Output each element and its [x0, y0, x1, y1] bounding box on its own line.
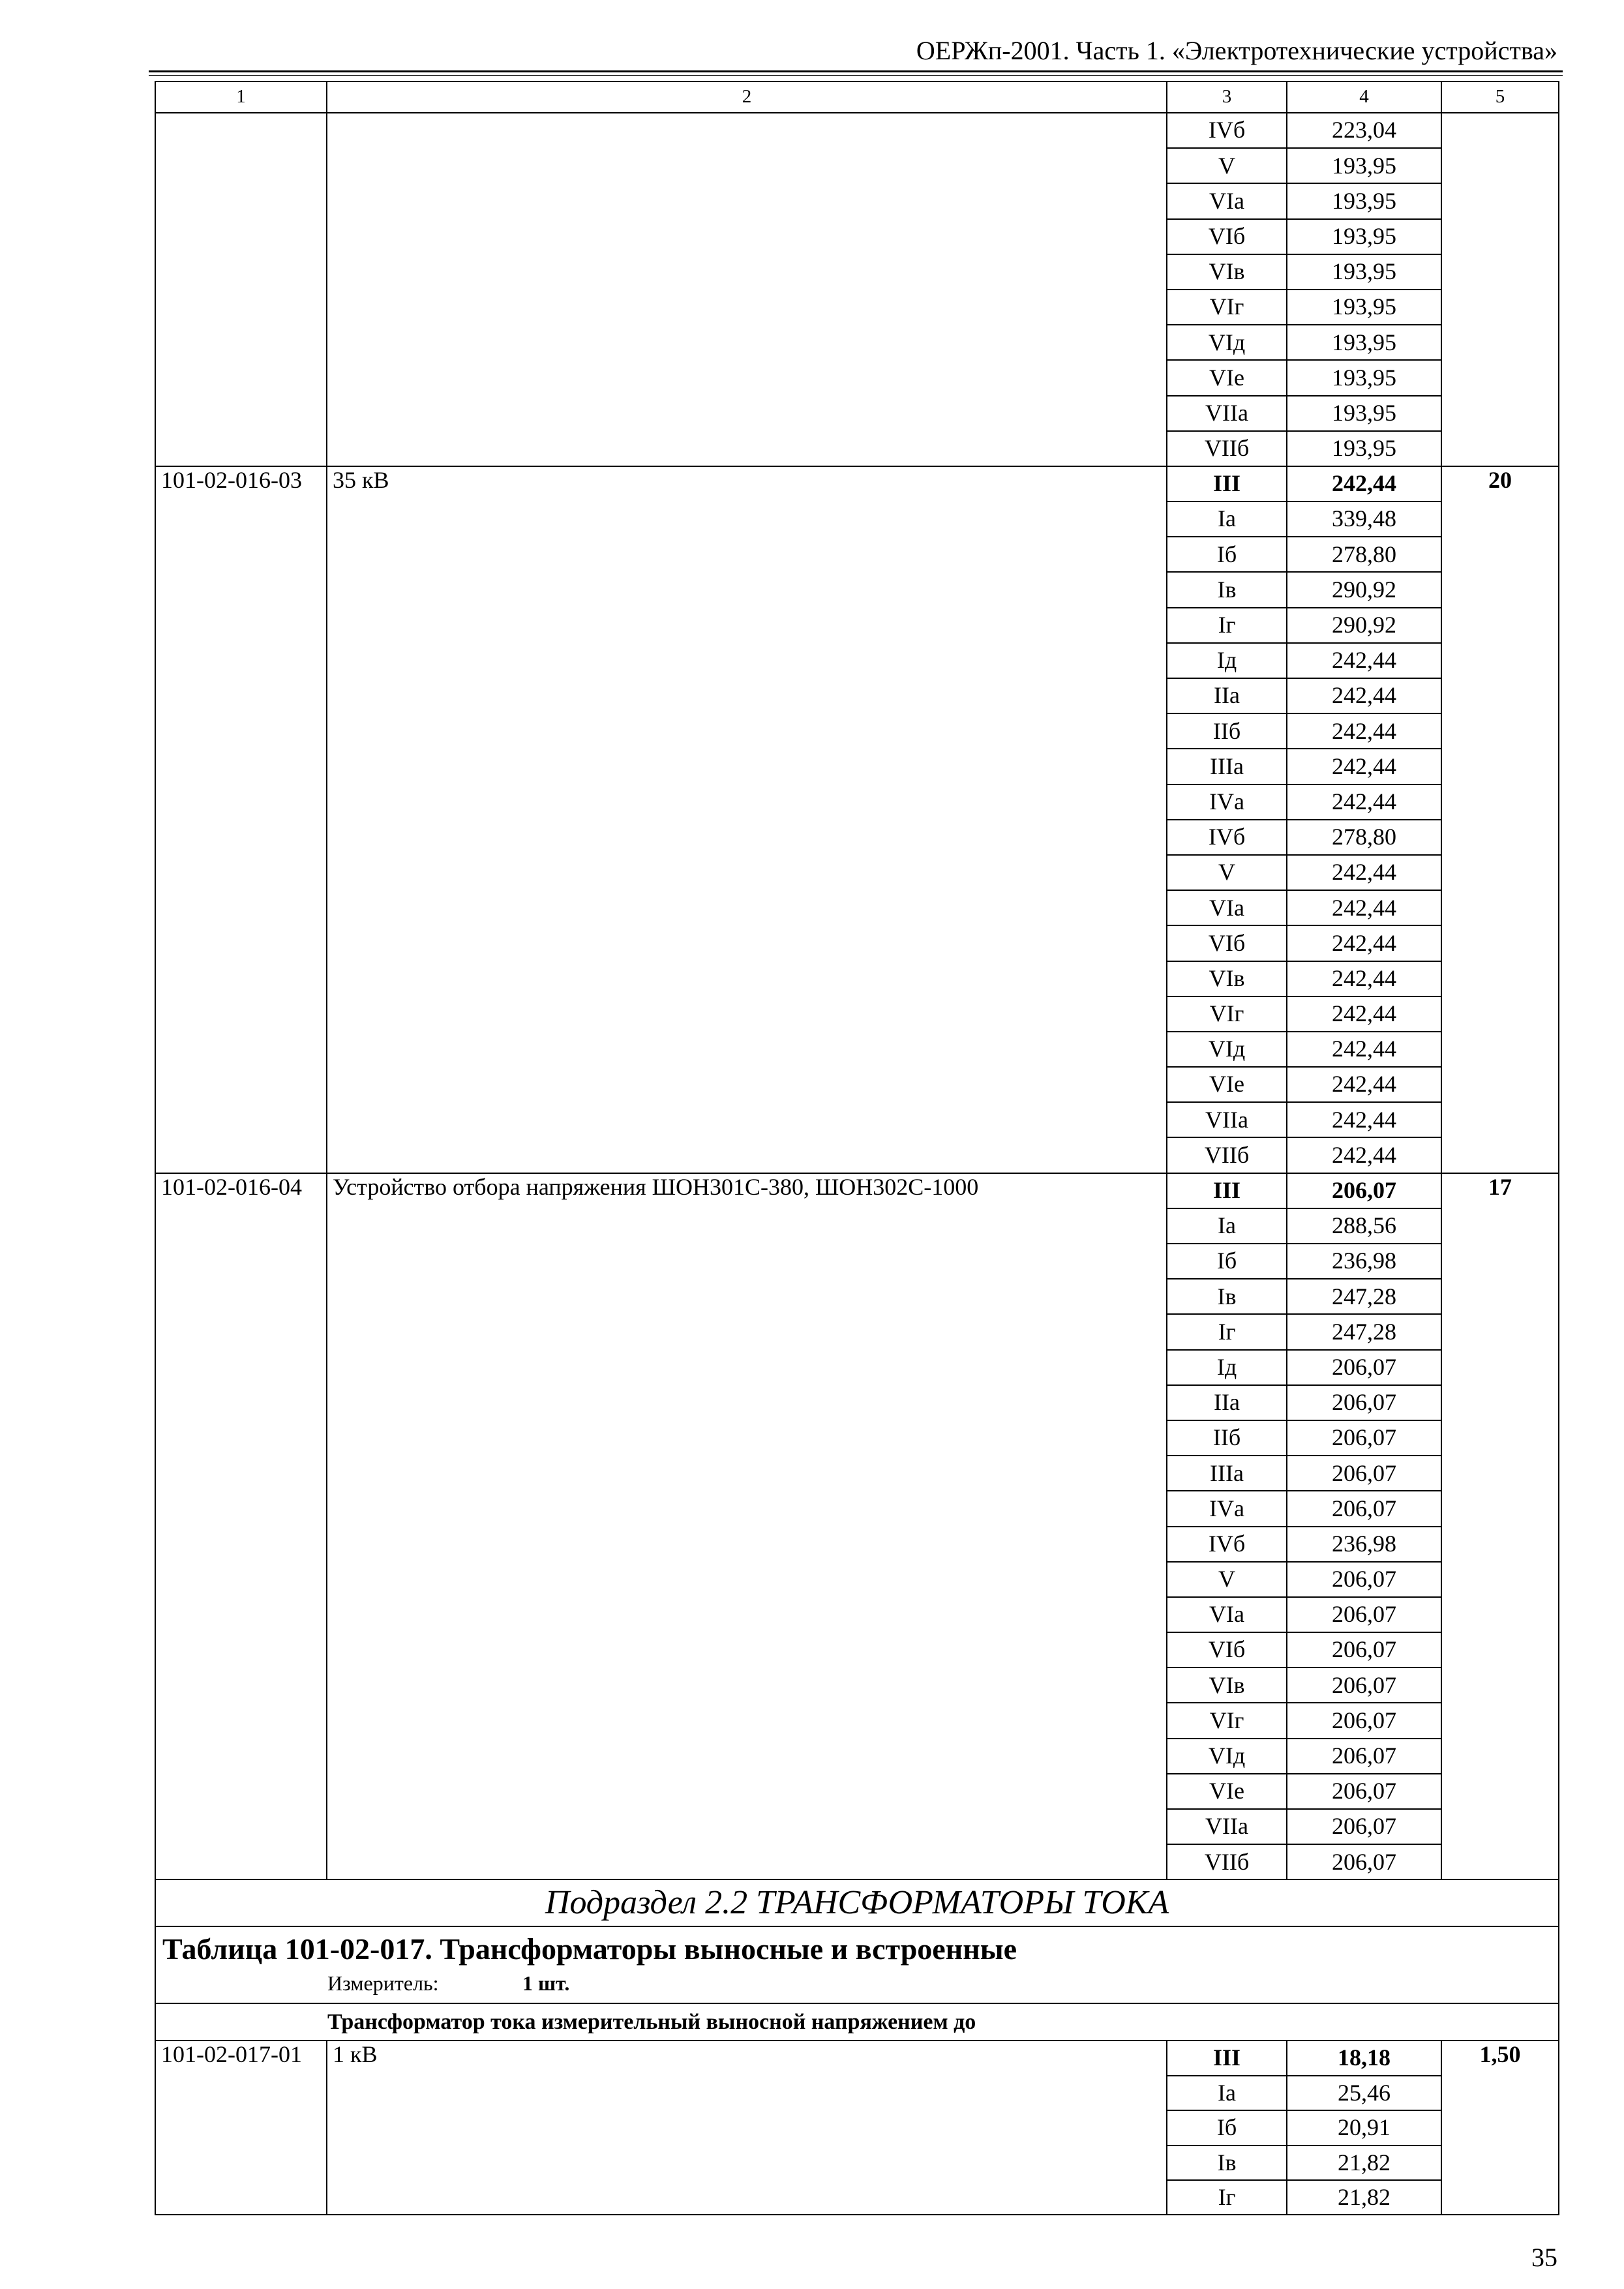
zone-cell: Iв [1167, 2146, 1287, 2180]
zone-cell: VIб [1167, 925, 1287, 961]
rate-cell: 290,92 [1287, 608, 1441, 643]
zone-cell: VIд [1167, 1032, 1287, 1067]
rate-cell: 25,46 [1287, 2076, 1441, 2110]
subsection-title: Подраздел 2.2 ТРАНСФОРМАТОРЫ ТОКА [155, 1879, 1559, 1926]
rate-cell: 18,18 [1287, 2041, 1441, 2075]
zone-cell: IIIа [1167, 749, 1287, 784]
zone-cell: VIг [1167, 1703, 1287, 1738]
rate-cell: 206,07 [1287, 1809, 1441, 1844]
rate-cell: 193,95 [1287, 148, 1441, 183]
zone-cell: Iг [1167, 608, 1287, 643]
zone-cell: V [1167, 855, 1287, 890]
zone-cell: IVб [1167, 1527, 1287, 1562]
rate-cell: 242,44 [1287, 1137, 1441, 1173]
rate-cell: 193,95 [1287, 254, 1441, 290]
rate-cell: 193,95 [1287, 431, 1441, 466]
rate-cell: 290,92 [1287, 572, 1441, 607]
item-code [155, 113, 327, 466]
zone-cell: Iг [1167, 2180, 1287, 2215]
rate-cell: 193,95 [1287, 219, 1441, 254]
rate-cell: 242,44 [1287, 961, 1441, 996]
rate-cell: 206,07 [1287, 1562, 1441, 1597]
zone-cell: VIб [1167, 1632, 1287, 1668]
rate-cell: 21,82 [1287, 2180, 1441, 2215]
page-number: 35 [1531, 2243, 1557, 2272]
rate-cell: 21,82 [1287, 2146, 1441, 2180]
rate-cell: 193,95 [1287, 396, 1441, 431]
zone-cell: VIг [1167, 996, 1287, 1032]
zone-cell: Iв [1167, 1279, 1287, 1314]
rate-cell: 242,44 [1287, 996, 1441, 1032]
zone-cell: Iа [1167, 1208, 1287, 1244]
zone-cell: Iд [1167, 1350, 1287, 1385]
table-017-body [155, 2041, 1559, 2215]
rate-cell: 20,91 [1287, 2110, 1441, 2145]
table-row [155, 1173, 1559, 1208]
rates-table [155, 81, 1559, 2215]
zone-cell: Iб [1167, 537, 1287, 572]
zone-cell: VIв [1167, 254, 1287, 290]
table-row [155, 2041, 1559, 2075]
zone-cell: V [1167, 148, 1287, 183]
zone-cell: VIа [1167, 890, 1287, 925]
table-title-row [155, 1926, 1559, 2003]
rate-cell: 278,80 [1287, 537, 1441, 572]
rate-cell: 242,44 [1287, 890, 1441, 925]
zone-cell: VIг [1167, 290, 1287, 325]
table-row [155, 466, 1559, 501]
rate-cell: 242,44 [1287, 1067, 1441, 1102]
rate-cell: 242,44 [1287, 749, 1441, 784]
rate-cell: 242,44 [1287, 1032, 1441, 1067]
zone-cell: IVб [1167, 820, 1287, 855]
rate-cell: 193,95 [1287, 183, 1441, 218]
zone-cell: Iа [1167, 501, 1287, 537]
rate-cell: 278,80 [1287, 820, 1441, 855]
zone-cell: Iб [1167, 2110, 1287, 2145]
measure-value: 1 шт. [522, 1971, 570, 1996]
zone-cell: IIа [1167, 678, 1287, 713]
rate-cell: 247,28 [1287, 1279, 1441, 1314]
zone-cell: Iд [1167, 643, 1287, 678]
zone-cell: VIв [1167, 961, 1287, 996]
item-description: Устройство отбора напряжения ШОН301С-380, ШОН302С-1000 [327, 1173, 1167, 1880]
zone-cell: VIIа [1167, 1809, 1287, 1844]
zone-cell: VIд [1167, 1739, 1287, 1774]
zone-cell: III [1167, 466, 1287, 501]
rate-cell: 242,44 [1287, 643, 1441, 678]
column5-cell [1441, 113, 1559, 466]
zone-cell: VIIа [1167, 1102, 1287, 1137]
zone-cell: VIб [1167, 219, 1287, 254]
rate-cell: 288,56 [1287, 1208, 1441, 1244]
zone-cell: VIIб [1167, 1137, 1287, 1173]
zone-cell: III [1167, 1173, 1287, 1208]
zone-cell: IVа [1167, 1491, 1287, 1526]
rate-cell: 206,07 [1287, 1668, 1441, 1703]
zone-cell: Iв [1167, 572, 1287, 607]
column-number-row [155, 82, 1559, 113]
column5-cell: 1,50 [1441, 2041, 1559, 2215]
zone-cell: VIв [1167, 1668, 1287, 1703]
rate-cell: 242,44 [1287, 785, 1441, 820]
rate-cell: 242,44 [1287, 678, 1441, 713]
measure-label: Измеритель: [327, 1971, 439, 1996]
zone-cell: III [1167, 2041, 1287, 2075]
group-heading: Трансформатор тока измерительный выносной напряжением до [155, 2003, 1559, 2041]
rate-cell: 242,44 [1287, 1102, 1441, 1137]
zone-cell: IIб [1167, 713, 1287, 749]
rate-cell: 236,98 [1287, 1244, 1441, 1279]
rate-cell: 339,48 [1287, 501, 1441, 537]
table-row [155, 113, 1559, 148]
rate-cell: 206,07 [1287, 1774, 1441, 1809]
rate-cell: 193,95 [1287, 290, 1441, 325]
rate-cell: 242,44 [1287, 466, 1441, 501]
rate-cell: 242,44 [1287, 925, 1441, 961]
column-number-5: 5 [1441, 82, 1559, 113]
zone-cell: VIа [1167, 183, 1287, 218]
zone-cell: VIе [1167, 1774, 1287, 1809]
zone-cell: V [1167, 1562, 1287, 1597]
rate-cell: 206,07 [1287, 1456, 1441, 1491]
table-title: Таблица 101-02-017. Трансформаторы выносные и встроенные [162, 1932, 1017, 1966]
group-heading-row [155, 2003, 1559, 2041]
zone-cell: IVб [1167, 113, 1287, 148]
table-016-body [155, 113, 1559, 1879]
zone-cell: VIе [1167, 360, 1287, 395]
zone-cell: IIб [1167, 1420, 1287, 1456]
zone-cell: VIIа [1167, 396, 1287, 431]
table-title-cell [155, 1926, 1559, 2003]
zone-cell: VIе [1167, 1067, 1287, 1102]
page-header: ОЕРЖп-2001. Часть 1. «Электротехнические устройства» [916, 36, 1557, 65]
column-number-1: 1 [155, 82, 327, 113]
column-number-3: 3 [1167, 82, 1287, 113]
rate-cell: 223,04 [1287, 113, 1441, 148]
zone-cell: Iг [1167, 1314, 1287, 1349]
item-description: 1 кВ [327, 2041, 1167, 2215]
rate-cell: 242,44 [1287, 713, 1441, 749]
table-017-heading [155, 1879, 1559, 2041]
item-description: 35 кВ [327, 466, 1167, 1173]
zone-cell: VIд [1167, 325, 1287, 360]
rate-cell: 206,07 [1287, 1420, 1441, 1456]
column-number-4: 4 [1287, 82, 1441, 113]
rate-cell: 206,07 [1287, 1597, 1441, 1632]
rate-cell: 206,07 [1287, 1703, 1441, 1738]
zone-cell: VIIб [1167, 1844, 1287, 1879]
rate-cell: 206,07 [1287, 1350, 1441, 1385]
zone-cell: IIIа [1167, 1456, 1287, 1491]
rate-cell: 206,07 [1287, 1632, 1441, 1668]
rate-cell: 206,07 [1287, 1385, 1441, 1420]
zone-cell: VIа [1167, 1597, 1287, 1632]
zone-cell: Iб [1167, 1244, 1287, 1279]
zone-cell: IVа [1167, 785, 1287, 820]
column-number-2: 2 [327, 82, 1167, 113]
rate-cell: 193,95 [1287, 325, 1441, 360]
rate-cell: 206,07 [1287, 1739, 1441, 1774]
subsection-row [155, 1879, 1559, 1926]
header-rule-thick [149, 70, 1563, 72]
column5-cell: 17 [1441, 1173, 1559, 1880]
item-code: 101-02-017-01 [155, 2041, 327, 2215]
item-code: 101-02-016-04 [155, 1173, 327, 1880]
rate-cell: 206,07 [1287, 1491, 1441, 1526]
header-rule-thin [149, 75, 1563, 76]
column5-cell: 20 [1441, 466, 1559, 1173]
rate-cell: 247,28 [1287, 1314, 1441, 1349]
measure-line [162, 1969, 1552, 1997]
rate-cell: 206,07 [1287, 1173, 1441, 1208]
item-description [327, 113, 1167, 466]
rate-cell: 236,98 [1287, 1527, 1441, 1562]
zone-cell: Iа [1167, 2076, 1287, 2110]
rate-cell: 193,95 [1287, 360, 1441, 395]
rate-cell: 242,44 [1287, 855, 1441, 890]
rate-cell: 206,07 [1287, 1844, 1441, 1879]
item-code: 101-02-016-03 [155, 466, 327, 1173]
zone-cell: VIIб [1167, 431, 1287, 466]
zone-cell: IIа [1167, 1385, 1287, 1420]
